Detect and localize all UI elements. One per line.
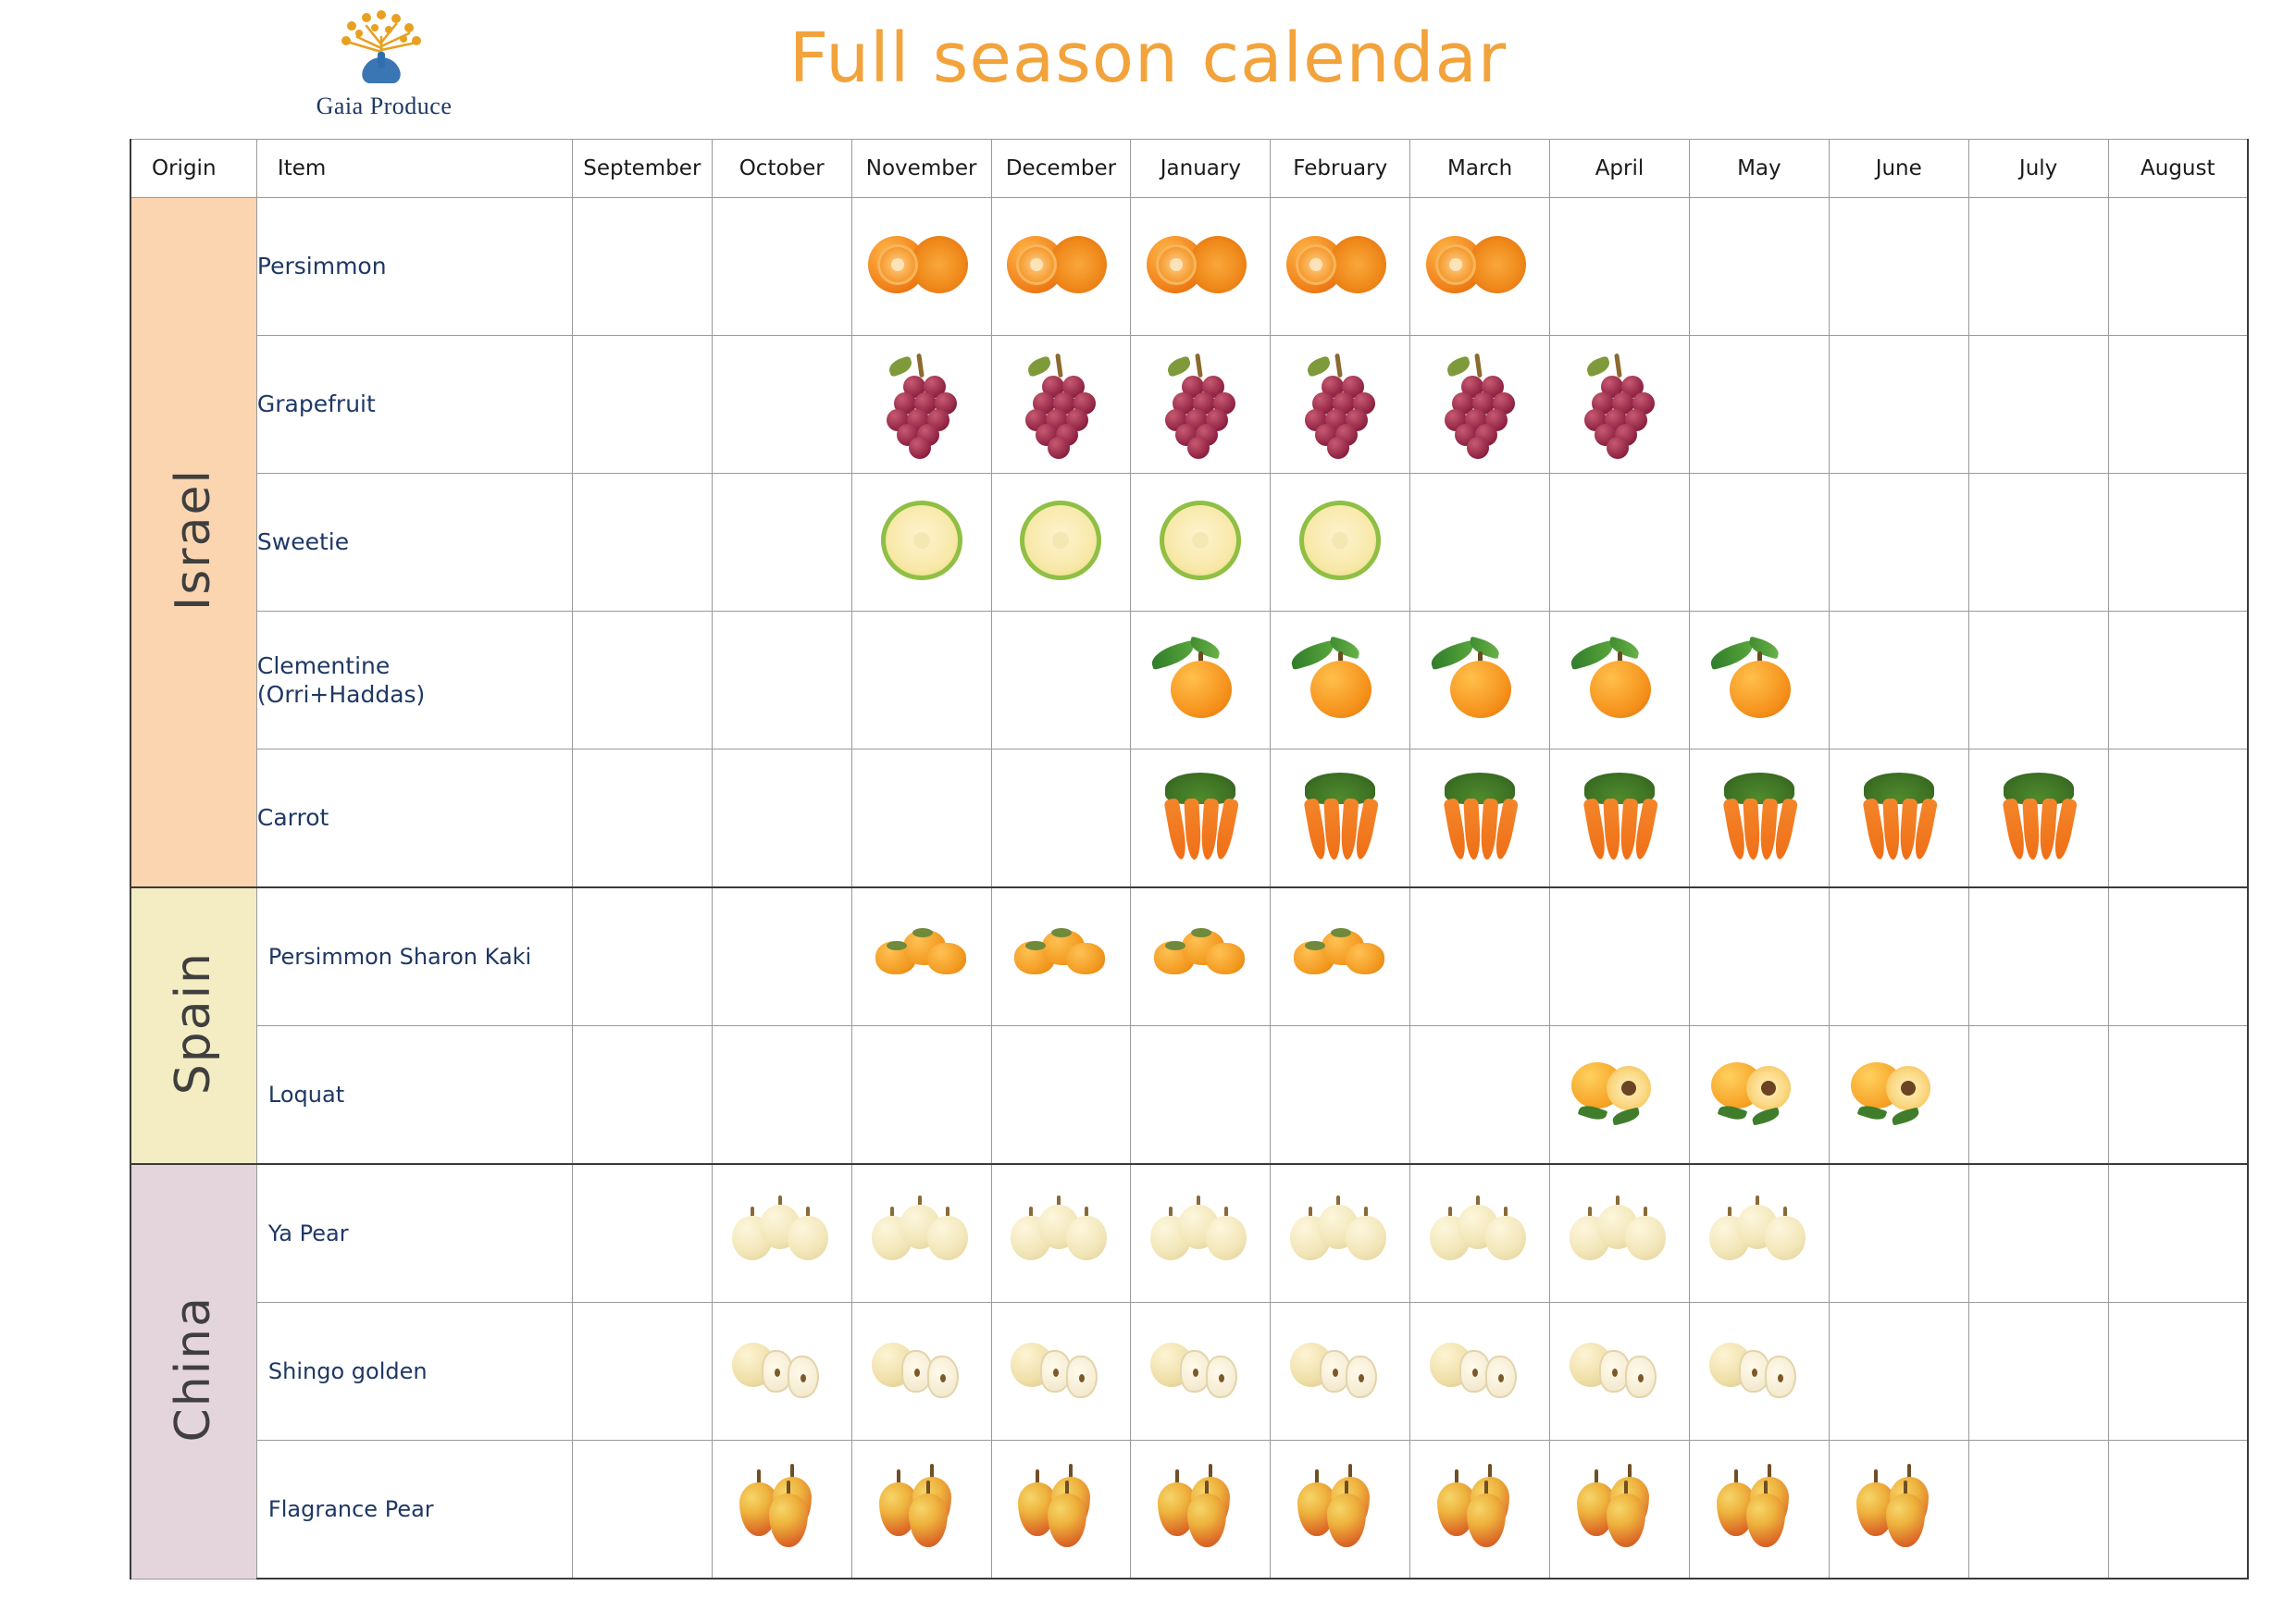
availability-cell-empty — [1829, 336, 1968, 474]
availability-cell-empty — [1968, 1164, 2108, 1303]
availability-cell-active — [1131, 1303, 1271, 1441]
availability-cell-empty — [572, 1164, 712, 1303]
carrots-icon — [1424, 855, 1535, 871]
fragpear-icon — [1145, 1546, 1256, 1562]
availability-cell-empty — [991, 612, 1131, 750]
availability-cell-active — [1271, 336, 1410, 474]
availability-cell-empty — [712, 1026, 851, 1165]
availability-cell-empty — [991, 1026, 1131, 1165]
availability-cell-active — [1829, 750, 1968, 888]
availability-cell-empty — [712, 887, 851, 1026]
column-header-origin: Origin — [130, 140, 256, 198]
item-label-line: Grapefruit — [256, 390, 376, 418]
availability-cell-empty — [1968, 887, 2108, 1026]
availability-cell-active — [991, 1164, 1131, 1303]
availability-cell-active — [1410, 1303, 1550, 1441]
availability-cell-empty — [712, 612, 851, 750]
yapear-icon — [1005, 1270, 1116, 1286]
persimmon-icon — [1005, 304, 1116, 319]
availability-cell-empty — [572, 750, 712, 888]
brand-name: Gaia Produce — [316, 93, 453, 119]
availability-cell-empty — [1410, 887, 1550, 1026]
column-header-month-november: November — [851, 140, 991, 198]
availability-cell-empty — [1410, 474, 1550, 612]
page-title: Full season calendar — [788, 19, 1508, 98]
column-header-month-january: January — [1131, 140, 1271, 198]
availability-cell-active — [1131, 1164, 1271, 1303]
availability-cell-empty — [712, 336, 851, 474]
persimmon-icon — [866, 304, 977, 319]
availability-cell-empty — [1968, 1026, 2108, 1165]
availability-cell-empty — [1689, 474, 1829, 612]
availability-cell-empty — [1968, 474, 2108, 612]
availability-cell-active — [1410, 198, 1550, 336]
grapes-icon — [1564, 441, 1675, 457]
fragpear-icon — [1285, 1546, 1396, 1562]
availability-cell-empty — [1968, 198, 2108, 336]
table-row — [130, 1303, 2248, 1441]
fragpear-icon — [1704, 1546, 1815, 1562]
origin-cell-israel — [130, 198, 256, 888]
availability-cell-empty — [1968, 1303, 2108, 1441]
clementine-icon — [1424, 717, 1535, 733]
availability-cell-active — [1271, 750, 1410, 888]
yapear-icon — [1704, 1270, 1815, 1286]
grapes-icon — [866, 441, 977, 457]
availability-cell-empty — [851, 612, 991, 750]
item-label-line: Carrot — [256, 804, 329, 832]
availability-cell-active — [851, 1164, 991, 1303]
availability-cell-active — [1410, 336, 1550, 474]
item-name-cell — [256, 887, 572, 1026]
column-header-month-october: October — [712, 140, 851, 198]
season-calendar-table-wrapper — [130, 139, 2249, 1580]
origin-cell-spain — [130, 887, 256, 1164]
availability-cell-empty — [712, 198, 851, 336]
table-row — [130, 198, 2248, 336]
column-header-month-september: September — [572, 140, 712, 198]
availability-cell-active — [1550, 1026, 1690, 1165]
kaki-icon — [1145, 994, 1256, 1010]
fragpear-icon — [1005, 1546, 1116, 1562]
fragpear-icon — [1424, 1546, 1535, 1562]
item-name-cell — [256, 474, 572, 612]
shingo-icon — [866, 1408, 977, 1424]
yapear-icon — [1564, 1270, 1675, 1286]
sweetie-icon — [1145, 579, 1256, 595]
availability-cell-empty — [1829, 474, 1968, 612]
availability-cell-empty — [1131, 1026, 1271, 1165]
sweetie-icon — [1005, 579, 1116, 595]
availability-cell-empty — [572, 887, 712, 1026]
carrots-icon — [1843, 855, 1955, 871]
availability-cell-empty — [1829, 1164, 1968, 1303]
carrots-icon — [1145, 855, 1256, 871]
availability-cell-active — [991, 887, 1131, 1026]
item-label-line: Ya Pear — [267, 1220, 349, 1246]
table-row — [130, 887, 2248, 1026]
shingo-icon — [1145, 1408, 1256, 1424]
availability-cell-empty — [2108, 474, 2248, 612]
loquat-icon — [1843, 1132, 1955, 1147]
availability-cell-active — [1271, 474, 1410, 612]
availability-cell-active — [1271, 1441, 1410, 1580]
table-row — [130, 1164, 2248, 1303]
availability-cell-empty — [712, 750, 851, 888]
availability-cell-active — [1689, 1164, 1829, 1303]
column-header-month-december: December — [991, 140, 1131, 198]
availability-cell-active — [991, 336, 1131, 474]
item-name-cell — [256, 1303, 572, 1441]
availability-cell-active — [851, 887, 991, 1026]
grapes-icon — [1145, 441, 1256, 457]
column-header-month-may: May — [1689, 140, 1829, 198]
shingo-icon — [1005, 1408, 1116, 1424]
origin-label: China — [166, 1295, 222, 1443]
availability-cell-active — [1550, 750, 1690, 888]
availability-cell-active — [1550, 336, 1690, 474]
availability-cell-empty — [2108, 1441, 2248, 1580]
availability-cell-empty — [1689, 198, 1829, 336]
availability-cell-active — [1550, 1441, 1690, 1580]
sweetie-icon — [1285, 579, 1396, 595]
shingo-icon — [1424, 1408, 1535, 1424]
availability-cell-empty — [572, 336, 712, 474]
availability-cell-active — [1131, 336, 1271, 474]
availability-cell-active — [851, 1441, 991, 1580]
availability-cell-active — [1410, 1164, 1550, 1303]
item-label-line: Sweetie — [256, 528, 350, 556]
availability-cell-empty — [1968, 1441, 2108, 1580]
availability-cell-active — [712, 1441, 851, 1580]
availability-cell-active — [1689, 612, 1829, 750]
availability-cell-active — [1689, 1303, 1829, 1441]
origin-cell-china — [130, 1164, 256, 1579]
availability-cell-active — [851, 336, 991, 474]
loquat-icon — [1704, 1132, 1815, 1147]
availability-cell-empty — [991, 750, 1131, 888]
shingo-icon — [726, 1408, 838, 1424]
item-label-line: Loquat — [267, 1082, 345, 1108]
availability-cell-empty — [572, 1303, 712, 1441]
item-label-line: Clementine — [256, 651, 391, 679]
loquat-icon — [1564, 1132, 1675, 1147]
shingo-icon — [1285, 1408, 1396, 1424]
table-row — [130, 750, 2248, 888]
table-row — [130, 612, 2248, 750]
fragpear-icon — [1564, 1546, 1675, 1562]
item-name-cell — [256, 198, 572, 336]
persimmon-icon — [1285, 304, 1396, 319]
grapes-icon — [1424, 441, 1535, 457]
item-label-line: Shingo golden — [267, 1358, 428, 1384]
column-header-month-march: March — [1410, 140, 1550, 198]
availability-cell-active — [1131, 198, 1271, 336]
availability-cell-active — [991, 1441, 1131, 1580]
yapear-icon — [866, 1270, 977, 1286]
season-calendar-table — [130, 139, 2249, 1580]
yapear-icon — [726, 1270, 838, 1286]
availability-cell-empty — [2108, 1303, 2248, 1441]
availability-cell-empty — [712, 474, 851, 612]
table-row — [130, 336, 2248, 474]
fragpear-icon — [726, 1546, 838, 1562]
item-name-cell — [256, 612, 572, 750]
availability-cell-empty — [1550, 198, 1690, 336]
availability-cell-active — [991, 474, 1131, 612]
availability-cell-empty — [851, 750, 991, 888]
availability-cell-active — [1271, 887, 1410, 1026]
column-header-month-june: June — [1829, 140, 1968, 198]
availability-cell-empty — [572, 474, 712, 612]
origin-label: Israel — [166, 468, 222, 612]
availability-cell-active — [1550, 1303, 1690, 1441]
column-header-month-july: July — [1968, 140, 2108, 198]
availability-cell-empty — [1829, 887, 1968, 1026]
availability-cell-active — [1271, 1164, 1410, 1303]
availability-cell-empty — [851, 1026, 991, 1165]
item-name-cell — [256, 336, 572, 474]
availability-cell-empty — [572, 1441, 712, 1580]
availability-cell-empty — [1550, 474, 1690, 612]
availability-cell-empty — [2108, 198, 2248, 336]
availability-cell-active — [1689, 1441, 1829, 1580]
availability-cell-active — [851, 1303, 991, 1441]
item-name-cell — [256, 1441, 572, 1580]
item-name-cell — [256, 750, 572, 888]
availability-cell-active — [991, 198, 1131, 336]
table-row — [130, 474, 2248, 612]
availability-cell-empty — [1968, 612, 2108, 750]
sweetie-icon — [866, 579, 977, 595]
persimmon-icon — [1424, 304, 1535, 319]
availability-cell-active — [1410, 750, 1550, 888]
availability-cell-empty — [2108, 1164, 2248, 1303]
shingo-icon — [1564, 1408, 1675, 1424]
table-header-row — [130, 140, 2248, 198]
availability-cell-active — [1829, 1441, 1968, 1580]
clementine-icon — [1285, 717, 1396, 733]
availability-cell-empty — [2108, 336, 2248, 474]
availability-cell-active — [1271, 612, 1410, 750]
column-header-month-august: August — [2108, 140, 2248, 198]
clementine-icon — [1704, 717, 1815, 733]
carrots-icon — [1704, 855, 1815, 871]
availability-cell-active — [1968, 750, 2108, 888]
availability-cell-active — [1271, 1303, 1410, 1441]
item-name-cell — [256, 1164, 572, 1303]
availability-cell-empty — [1968, 336, 2108, 474]
availability-cell-active — [1689, 1026, 1829, 1165]
column-header-month-february: February — [1271, 140, 1410, 198]
item-name-cell — [256, 1026, 572, 1165]
clementine-icon — [1564, 717, 1675, 733]
availability-cell-empty — [572, 612, 712, 750]
page-header — [0, 0, 2296, 130]
availability-cell-active — [1131, 750, 1271, 888]
fragpear-icon — [1843, 1546, 1955, 1562]
availability-cell-empty — [572, 198, 712, 336]
carrots-icon — [1983, 855, 2094, 871]
availability-cell-empty — [1410, 1026, 1550, 1165]
table-row — [130, 1441, 2248, 1580]
availability-cell-empty — [1829, 612, 1968, 750]
item-label-line: Persimmon — [256, 253, 387, 280]
kaki-icon — [1285, 994, 1396, 1010]
grapes-icon — [1285, 441, 1396, 457]
availability-cell-active — [1550, 612, 1690, 750]
availability-cell-active — [1131, 887, 1271, 1026]
availability-cell-active — [1410, 612, 1550, 750]
column-header-month-april: April — [1550, 140, 1690, 198]
carrots-icon — [1564, 855, 1675, 871]
origin-label: Spain — [166, 951, 222, 1096]
kaki-icon — [866, 994, 977, 1010]
fragpear-icon — [866, 1546, 977, 1562]
column-header-item: Item — [256, 140, 572, 198]
availability-cell-empty — [1689, 887, 1829, 1026]
availability-cell-empty — [2108, 887, 2248, 1026]
availability-cell-active — [851, 474, 991, 612]
availability-cell-active — [712, 1303, 851, 1441]
availability-cell-empty — [1829, 198, 1968, 336]
availability-cell-empty — [1550, 887, 1690, 1026]
clementine-icon — [1145, 717, 1256, 733]
availability-cell-empty — [1271, 1026, 1410, 1165]
yapear-icon — [1145, 1270, 1256, 1286]
availability-cell-empty — [572, 1026, 712, 1165]
availability-cell-active — [1550, 1164, 1690, 1303]
availability-cell-empty — [2108, 750, 2248, 888]
availability-cell-active — [1410, 1441, 1550, 1580]
item-label-line: Persimmon Sharon Kaki — [267, 944, 532, 970]
availability-cell-empty — [2108, 1026, 2248, 1165]
availability-cell-active — [1131, 612, 1271, 750]
availability-cell-active — [712, 1164, 851, 1303]
yapear-icon — [1424, 1270, 1535, 1286]
kaki-icon — [1005, 994, 1116, 1010]
availability-cell-active — [991, 1303, 1131, 1441]
shingo-icon — [1704, 1408, 1815, 1424]
persimmon-icon — [1145, 304, 1256, 319]
availability-cell-active — [1271, 198, 1410, 336]
availability-cell-active — [1689, 750, 1829, 888]
availability-cell-active — [1131, 474, 1271, 612]
availability-cell-active — [851, 198, 991, 336]
availability-cell-active — [1829, 1026, 1968, 1165]
item-label-line: (Orri+Haddas) — [256, 681, 426, 708]
yapear-icon — [1285, 1270, 1396, 1286]
availability-cell-empty — [2108, 612, 2248, 750]
availability-cell-empty — [1689, 336, 1829, 474]
table-row — [130, 1026, 2248, 1165]
carrots-icon — [1285, 855, 1396, 871]
availability-cell-empty — [1829, 1303, 1968, 1441]
item-label-line: Flagrance Pear — [267, 1496, 434, 1522]
grapes-icon — [1005, 441, 1116, 457]
availability-cell-active — [1131, 1441, 1271, 1580]
